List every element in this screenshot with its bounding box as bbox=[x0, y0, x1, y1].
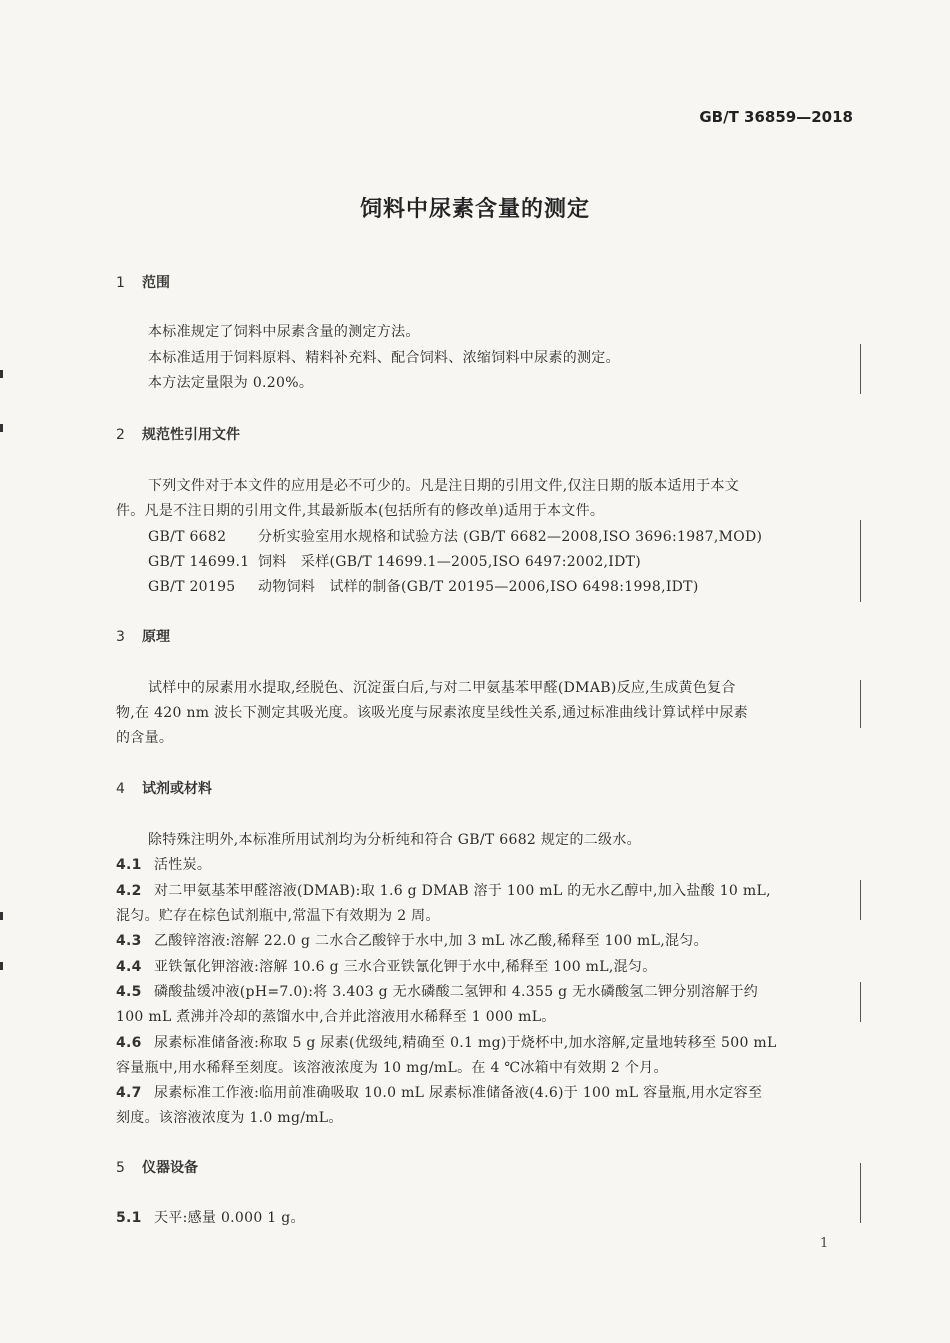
clause-4-5: 4.5 磷酸盐缓冲液(pH=7.0):将 3.403 g 无水磷酸二氢钾和 4.355 g 无水磷酸氢二钾分别溶解于约 bbox=[116, 984, 759, 1000]
change-bar bbox=[860, 1163, 861, 1223]
reference-item: GB/T 6682 分析实验室用水规格和试验方法 (GB/T 6682—2008,ISO 3696:1987,MOD) bbox=[148, 529, 763, 545]
clause-4-7: 4.7 尿素标准工作液:临用前准确吸取 10.0 mL 尿素标准储备液(4.6)于 100 mL 容量瓶,用水定容至 bbox=[116, 1085, 763, 1101]
change-bar bbox=[860, 344, 861, 394]
scan-mark bbox=[0, 424, 3, 432]
s3-line-3: 的含量。 bbox=[116, 730, 174, 746]
section-5-heading: 5 仪器设备 bbox=[116, 1160, 198, 1176]
s3-line-1: 试样中的尿素用水提取,经脱色、沉淀蛋白后,与对二甲氨基苯甲醛(DMAB)反应,生成黄色复合 bbox=[148, 680, 736, 696]
clause-4-6: 4.6 尿素标准储备液:称取 5 g 尿素(优级纯,精确至 0.1 mg)于烧杯中,加水溶解,定量地转移至 500 mL bbox=[116, 1035, 777, 1051]
s1-line-3: 本方法定量限为 0.20%。 bbox=[148, 375, 314, 391]
clause-4-3: 4.3 乙酸锌溶液:溶解 22.0 g 二水合乙酸锌于水中,加 3 mL 冰乙酸,稀释至 100 mL,混匀。 bbox=[116, 933, 708, 949]
change-bar bbox=[860, 982, 861, 1022]
clause-4-4: 4.4 亚铁氰化钾溶液:溶解 10.6 g 三水合亚铁氰化钾于水中,稀释至 100 mL,混匀。 bbox=[116, 959, 657, 975]
s2-line-1: 下列文件对于本文件的应用是必不可少的。凡是注日期的引用文件,仅注日期的版本适用于本文 bbox=[148, 478, 740, 494]
clause-4-2: 4.2 对二甲氨基苯甲醛溶液(DMAB):取 1.6 g DMAB 溶于 100 mL 的无水乙醇中,加入盐酸 10 mL, bbox=[116, 883, 771, 899]
document-title: 饲料中尿素含量的测定 bbox=[359, 197, 590, 222]
clause-4-2-cont: 混匀。贮存在棕色试剂瓶中,常温下有效期为 2 周。 bbox=[116, 908, 440, 924]
clause-4-6-cont: 容量瓶中,用水稀释至刻度。该溶液浓度为 10 mg/mL。在 4 ℃冰箱中有效期 2 个月。 bbox=[116, 1060, 668, 1076]
s2-line-2: 件。凡是不注日期的引用文件,其最新版本(包括所有的修改单)适用于本文件。 bbox=[116, 503, 605, 519]
change-bar bbox=[860, 880, 861, 920]
section-3-heading: 3 原理 bbox=[116, 629, 170, 645]
section-4-heading: 4 试剂或材料 bbox=[116, 781, 212, 797]
section-1-heading: 1 范围 bbox=[116, 275, 170, 291]
standard-number: GB/T 36859—2018 bbox=[699, 108, 853, 126]
clause-4-7-cont: 刻度。该溶液浓度为 1.0 mg/mL。 bbox=[116, 1110, 343, 1126]
section-2-heading: 2 规范性引用文件 bbox=[116, 427, 240, 443]
scan-mark bbox=[0, 370, 3, 378]
reference-item: GB/T 20195 动物饲料 试样的制备(GB/T 20195—2006,ISO 6498:1998,IDT) bbox=[148, 579, 699, 595]
s3-line-2: 物,在 420 nm 波长下测定其吸光度。该吸光度与尿素浓度呈线性关系,通过标准曲线计算试样中尿素 bbox=[116, 705, 748, 721]
s1-line-2: 本标准适用于饲料原料、精料补充料、配合饲料、浓缩饲料中尿素的测定。 bbox=[148, 350, 620, 366]
change-bar bbox=[860, 520, 861, 602]
scan-mark bbox=[0, 962, 3, 970]
s4-intro: 除特殊注明外,本标准所用试剂均为分析纯和符合 GB/T 6682 规定的二级水。 bbox=[148, 832, 641, 848]
reference-item: GB/T 14699.1 饲料 采样(GB/T 14699.1—2005,ISO 6497:2002,IDT) bbox=[148, 554, 642, 570]
s1-line-1: 本标准规定了饲料中尿素含量的测定方法。 bbox=[148, 324, 420, 340]
clause-5-1: 5.1 天平:感量 0.000 1 g。 bbox=[116, 1210, 305, 1226]
scan-mark bbox=[0, 912, 3, 920]
clause-4-5-cont: 100 mL 煮沸并冷却的蒸馏水中,合并此溶液用水稀释至 1 000 mL。 bbox=[116, 1009, 556, 1025]
clause-4-1: 4.1 活性炭。 bbox=[116, 857, 212, 873]
change-bar bbox=[860, 680, 861, 728]
page-number: 1 bbox=[820, 1236, 829, 1251]
